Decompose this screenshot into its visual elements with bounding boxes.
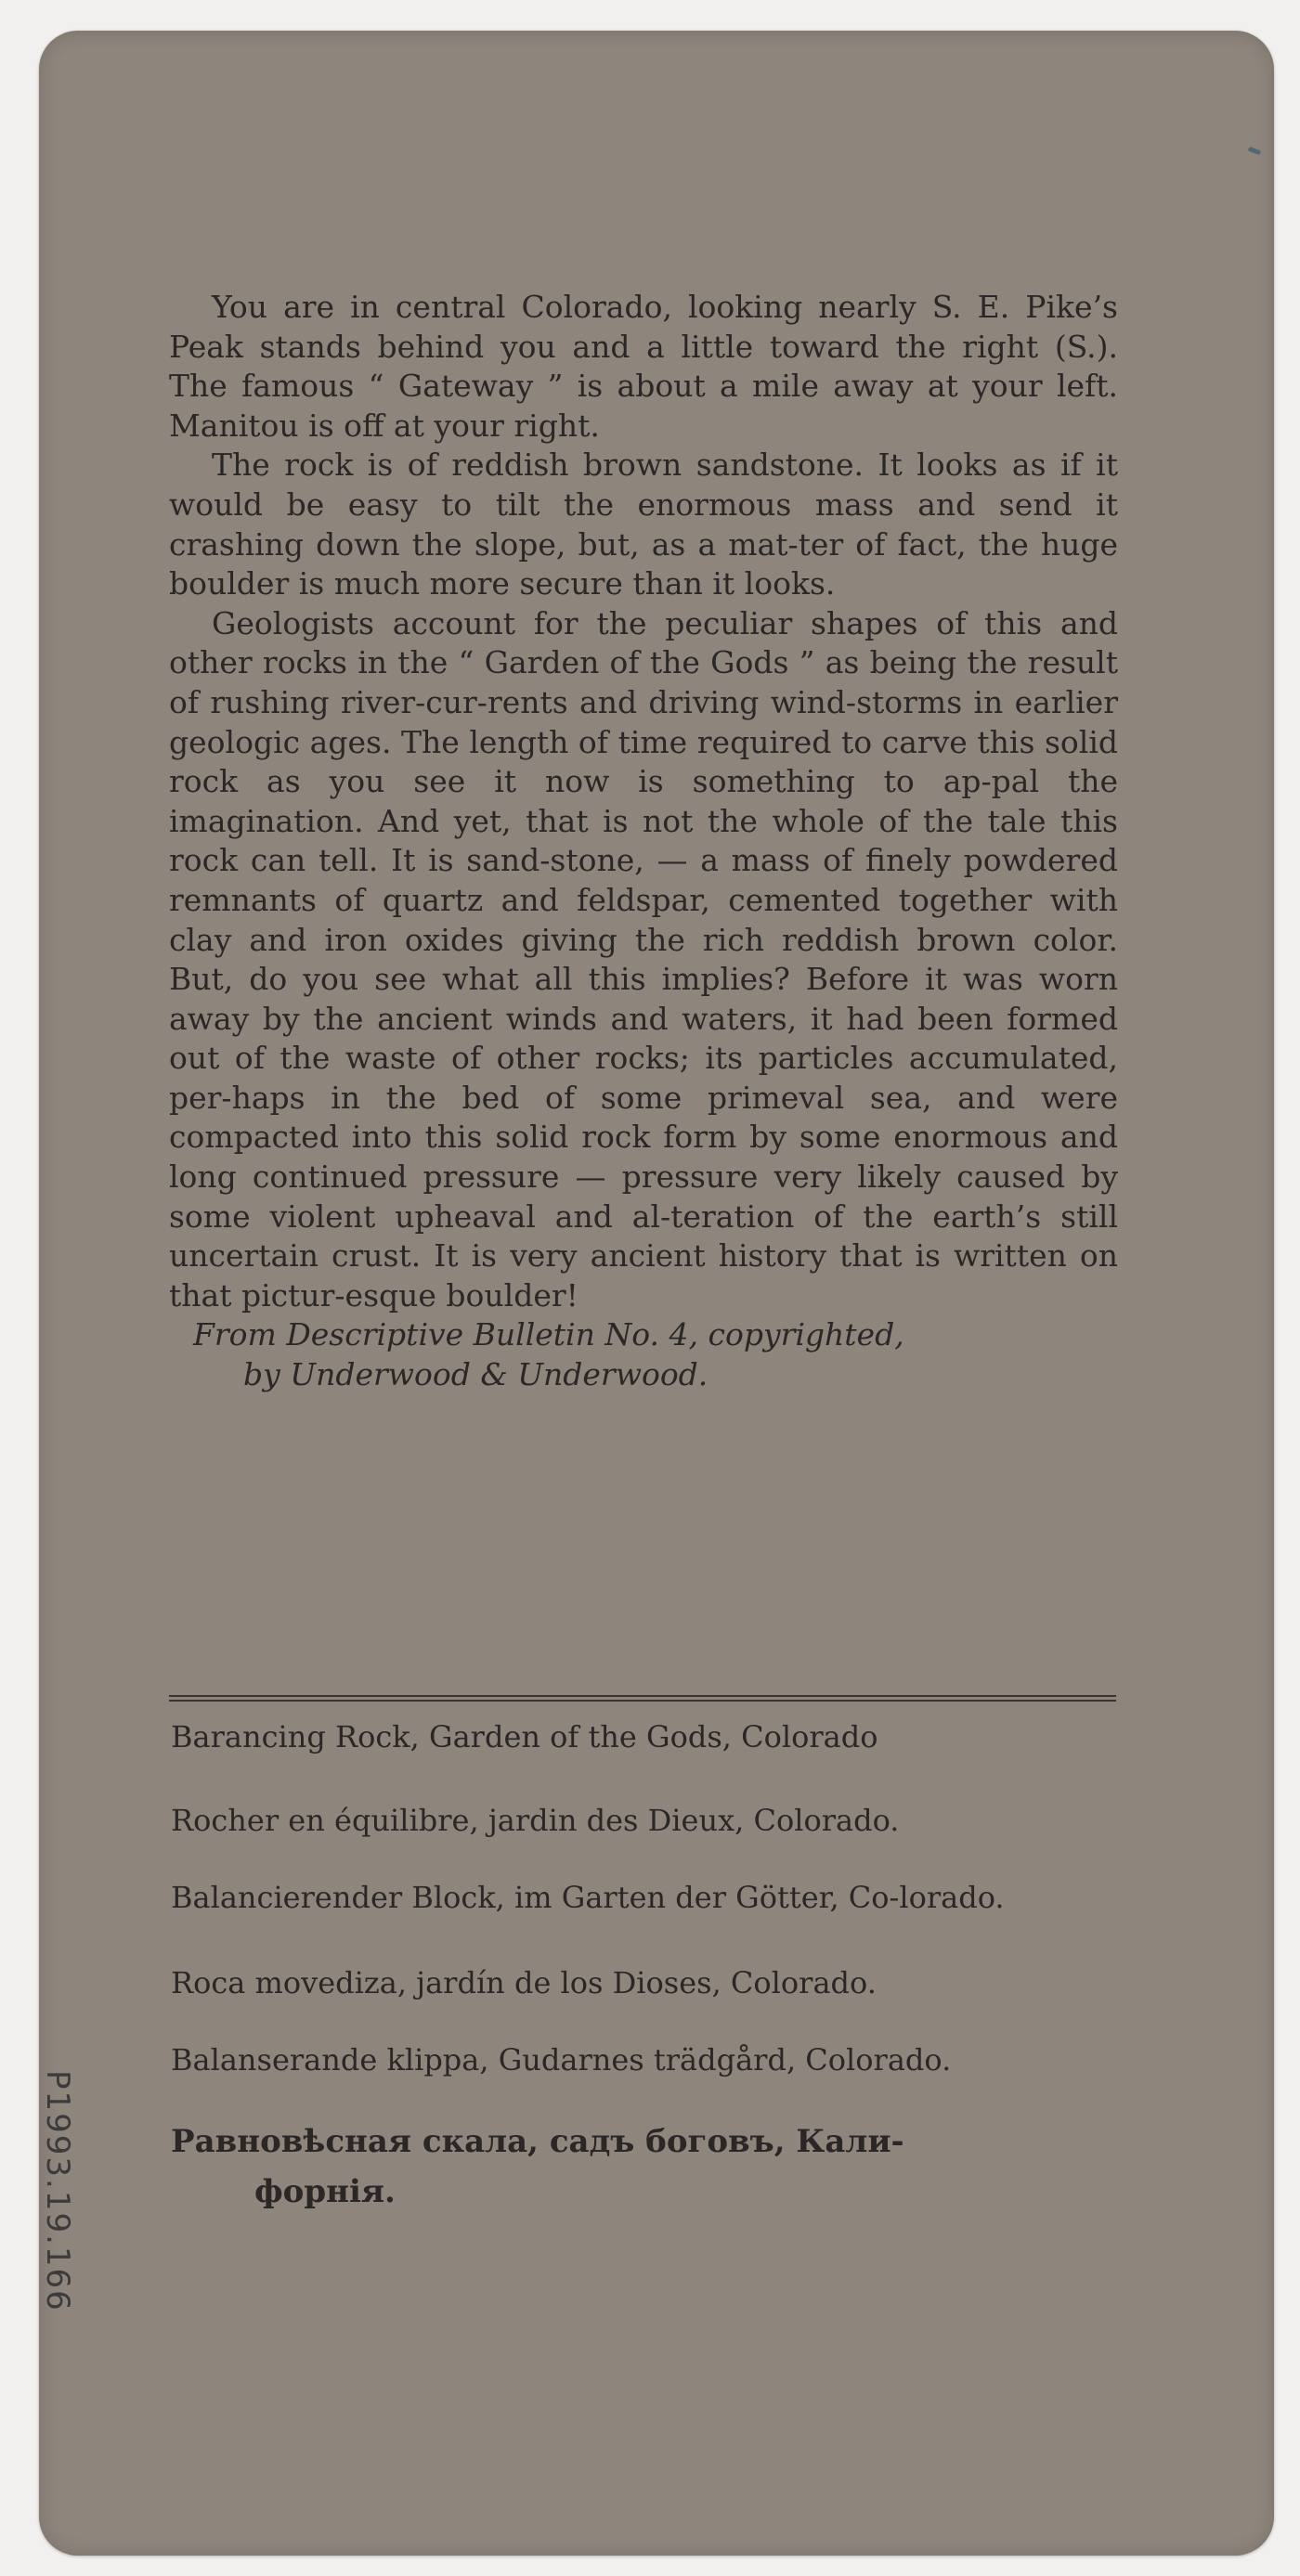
description-paragraph: You are in central Colorado, looking nearly S. E. Pike’s Peak stands behind you and a little toward the right (S.). The famous “ Gateway ” is about a mile away at your left. Manitou is off at your right. — [169, 289, 1118, 444]
citation — [169, 1315, 1118, 1394]
citation-line-2: by Underwood & Underwood. — [243, 1356, 708, 1393]
caption-english: Barancing Rock, Garden of the Gods, Colorado — [171, 1719, 878, 1754]
caption-french: Rocher en équilibre, jardin des Dieux, Colorado. — [171, 1803, 900, 1838]
caption-russian-line-2: форнія. — [254, 2173, 396, 2210]
description-paragraph: Geologists account for the peculiar shapes of this and other rocks in the “ Garden of the Gods ” as being the result of rushing river-cur-rents and driving wind-storms in earlier geologic ages. The length of time required to carve this solid rock as you see it now is something to ap-pal the imagination. And yet, that is not the whole of the tale this rock can tell. It is sand-stone, — a mass of finely powdered remnants of quartz and feldspar, cemented together with clay and iron oxides giving the rich reddish brown color. But, do you see what all this implies? Before it was worn away by the ancient winds and waters, it had been formed out of the waste of other rocks; its particles accumulated, per-haps in the bed of some primeval sea, and were compacted into this solid rock form by some enormous and long continued pressure — pressure very likely caused by some violent upheaval and al-teration of the earth’s still uncertain crust. It is very ancient history that is written on that pictur-esque boulder! — [169, 604, 1118, 1314]
caption-russian — [171, 2116, 1118, 2217]
caption-german: Balancierender Block, im Garten der Götter, Co-lorado. — [171, 1880, 1005, 1915]
description-text — [169, 288, 1118, 1395]
catalog-number: P1993.19.166 — [39, 2069, 76, 2312]
caption-swedish: Balanserande klippa, Gudarnes trädgård, Colorado. — [171, 2042, 952, 2078]
double-rule-divider — [169, 1695, 1116, 1702]
citation-line-1: From Descriptive Bulletin No. 4, copyrighted, — [193, 1316, 904, 1353]
description-paragraph: The rock is of reddish brown sandstone. It looks as if it would be easy to tilt the enormous mass and send it crashing down the slope, but, as a mat-ter of fact, the huge boulder is much more secure than it looks. — [169, 447, 1118, 602]
caption-spanish: Roca movediza, jardín de los Dioses, Colorado. — [171, 1965, 877, 2000]
caption-russian-line-1: Равновѣсная скала, садъ боговъ, Кали- — [171, 2123, 904, 2160]
